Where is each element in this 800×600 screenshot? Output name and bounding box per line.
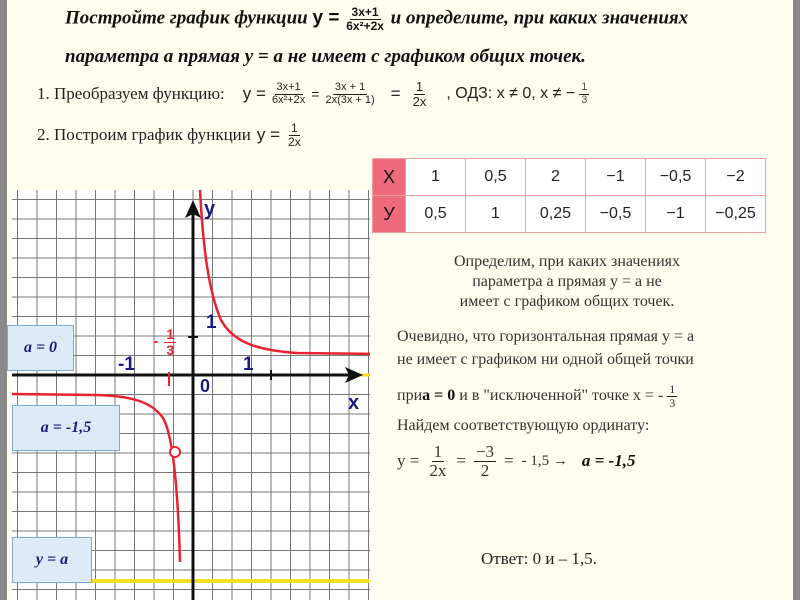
- table-row-x: [373, 159, 766, 196]
- title-text-a: Постройте график функции: [65, 7, 313, 29]
- calc-y: у =: [397, 451, 420, 471]
- table-cell: −2: [706, 159, 766, 196]
- label-a-zero: a = 0: [7, 325, 74, 371]
- table-x-label: X: [373, 159, 406, 196]
- table-cell: −1: [586, 159, 646, 196]
- step1-odz: , ОДЗ: x ≠ 0, x ≠ −: [446, 85, 576, 103]
- right-paragraph-1: [407, 252, 727, 312]
- table-cell: 1: [406, 159, 466, 196]
- calc-value: - 1,5 →: [521, 452, 568, 469]
- calc-result: a = -1,5: [581, 451, 636, 471]
- table-y-label: У: [373, 196, 406, 233]
- step-2: [37, 122, 303, 148]
- table-cell: 0,25: [526, 196, 586, 233]
- table-cell: −0,5: [586, 196, 646, 233]
- tick-y-pos-label: 1: [206, 312, 217, 333]
- label-y-a: y = a: [12, 537, 92, 583]
- title-frac-num: 3x+1: [351, 5, 379, 19]
- calc-fraction-2: [474, 443, 496, 480]
- p1-line-3: имеет с графиком общих точек.: [459, 293, 675, 310]
- step1-f3-num: 1: [415, 79, 424, 94]
- minus-third-label: [153, 327, 176, 357]
- p2-line-2: не имеет с графиком ни одной общей точки: [397, 351, 694, 368]
- tick-x-neg-label: -1: [118, 354, 135, 375]
- p2-fraction: [667, 383, 677, 409]
- title-frac-den: 6x²+2x: [346, 18, 384, 33]
- table-cell: −1: [646, 196, 706, 233]
- calc-fraction-1: [427, 443, 448, 480]
- p1-line-2: параметра а прямая у = а не: [472, 273, 662, 290]
- step1-f2-den: 2x(3x + 1): [325, 93, 375, 106]
- calc-eq: =: [456, 451, 466, 471]
- step2-label: 2. Построим график функции: [37, 125, 251, 145]
- p2-frac-den: 3: [669, 395, 676, 410]
- table-cell: 0,5: [406, 196, 466, 233]
- step2-y-eq: y =: [256, 125, 281, 145]
- excluded-point: [170, 447, 180, 457]
- calc-eq-2: =: [504, 451, 514, 471]
- p2-l3c: и в "исключенной" точке х = -: [455, 387, 668, 405]
- step1-f1-den: 6x²+2x: [271, 93, 306, 106]
- p2-line-1: Очевидно, что горизонтальная прямая у = а: [397, 328, 695, 345]
- step1-fraction-2: [323, 82, 376, 106]
- step1-f2-num: 3x + 1: [334, 81, 366, 94]
- p2-l3a: при: [397, 387, 423, 405]
- table-cell: −0,25: [706, 196, 766, 233]
- values-table: [372, 158, 766, 233]
- calc-num-2: −3: [475, 442, 495, 461]
- minus-third-sign: -: [153, 333, 159, 351]
- y-axis-label: у: [204, 198, 216, 220]
- origin-label: 0: [200, 376, 211, 396]
- p1-line-1: Определим, при каких значениях: [454, 253, 680, 270]
- p2-l3b: а = 0: [422, 387, 456, 405]
- step1-fraction-1: [270, 82, 307, 106]
- title-line-2: параметра а прямая у = а не имеет с графиком общих точек.: [65, 46, 586, 67]
- title-text-b: и определите, при каких значениях: [385, 7, 689, 29]
- table-cell: 0,5: [466, 159, 526, 196]
- step2-num: 1: [291, 121, 298, 135]
- minus-third-den: 3: [166, 341, 175, 358]
- calc-num-1: 1: [433, 442, 443, 461]
- p2-line-3: [397, 383, 677, 409]
- tick-x-pos-label: 1: [243, 354, 254, 375]
- step1-f3-den: 2x: [412, 93, 427, 109]
- calc-row: [397, 443, 635, 480]
- table-row-y: [373, 196, 766, 233]
- step1-odz-fraction: [579, 82, 589, 106]
- calc-den-2: 2: [480, 460, 490, 480]
- slide: [7, 0, 793, 600]
- calc-den-1: 2x: [429, 460, 447, 480]
- step-1: [37, 80, 589, 108]
- step1-eq2: =: [390, 84, 401, 104]
- step2-fraction: [286, 122, 303, 148]
- title-line-1: [65, 6, 688, 32]
- p2-frac-num: 1: [669, 382, 676, 396]
- answer: Ответ: 0 и – 1,5.: [481, 549, 597, 568]
- label-a-minus-1-5: a = -1,5: [12, 405, 120, 451]
- step1-f1-num: 3x+1: [276, 81, 301, 94]
- step1-odz-den: 3: [581, 93, 588, 106]
- step2-den: 2x: [288, 134, 301, 149]
- step1-label: 1. Преобразуем функцию:: [37, 84, 225, 104]
- step1-fraction-3: [411, 80, 429, 108]
- step1-eq: =: [311, 86, 320, 103]
- minus-third-fraction: [164, 327, 176, 357]
- title-y-eq: y =: [312, 7, 340, 29]
- step1-odz-num: 1: [581, 81, 588, 94]
- title-fraction: [344, 6, 386, 32]
- step1-y-eq: y =: [242, 84, 266, 104]
- minus-third-num: 1: [166, 326, 175, 342]
- table-cell: 1: [466, 196, 526, 233]
- p2-line-4: Найдем соответствующую ординату:: [397, 417, 650, 434]
- x-axis-label: х: [348, 392, 360, 414]
- table-cell: 2: [526, 159, 586, 196]
- table-cell: −0,5: [646, 159, 706, 196]
